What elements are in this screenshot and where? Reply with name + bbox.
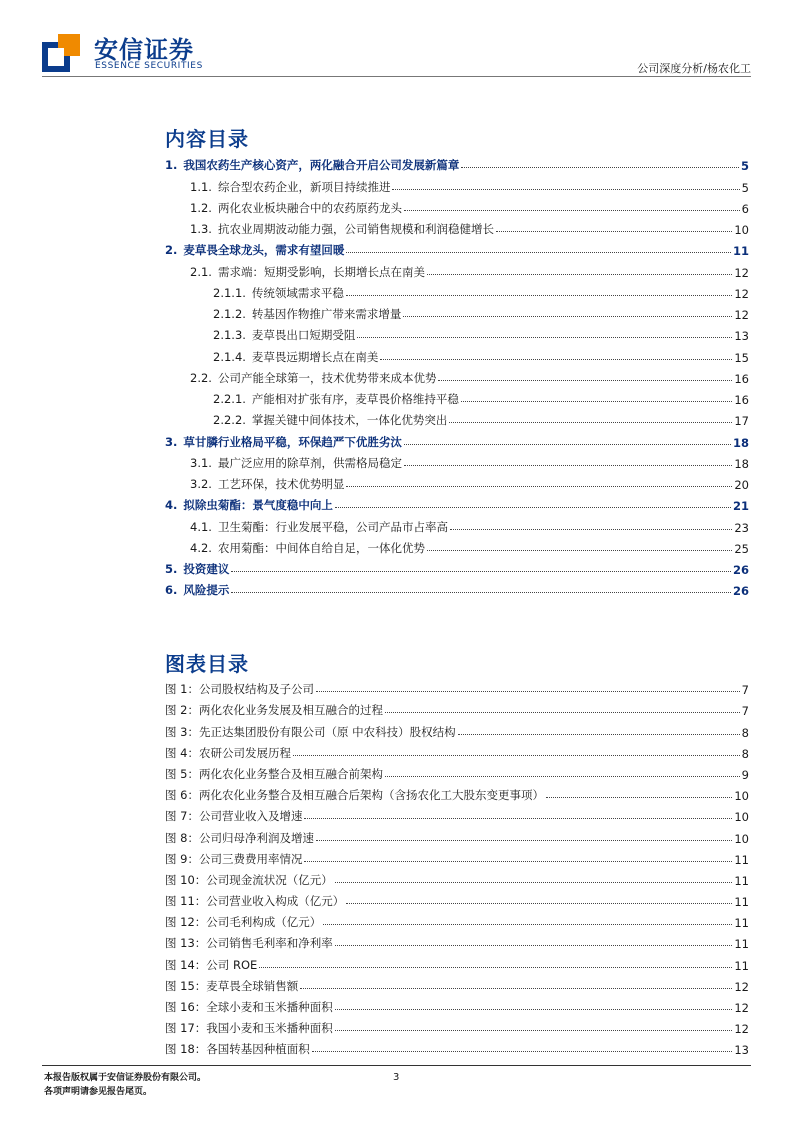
toc-leader-dots xyxy=(449,422,732,423)
figure-entry[interactable] xyxy=(165,803,749,824)
toc-entry-title: 卫生菊酯：行业发展平稳，公司产品市占率高 xyxy=(217,519,448,534)
figure-entry[interactable] xyxy=(165,909,749,930)
toc-entry-page: 11 xyxy=(732,244,749,259)
toc-entry[interactable] xyxy=(165,237,749,258)
toc-entry-label xyxy=(165,455,402,471)
toc-entry-title: 我国农药生产核心资产，两化融合开启公司发展新篇章 xyxy=(183,158,460,173)
toc-entry-number: 5. xyxy=(165,562,178,576)
toc-entry-number: 2.2.2. xyxy=(213,413,246,428)
brand-name-cn: 安信证券 xyxy=(94,36,194,64)
toc-entry-page: 16 xyxy=(734,371,749,386)
figure-entry-title: 两化农化业务发展及相互融合的过程 xyxy=(198,703,383,718)
toc-leader-dots xyxy=(346,486,732,487)
toc-entry[interactable] xyxy=(165,577,749,598)
toc-entry-number: 1.2. xyxy=(190,200,212,215)
figure-entry[interactable] xyxy=(165,994,749,1015)
toc-entry-title: 麦草畏全球龙头，需求有望回暖 xyxy=(183,243,345,258)
toc-entry-number: 2.1. xyxy=(190,264,212,279)
figure-entry-number: 图 18： xyxy=(165,1042,207,1057)
toc-entry-title: 两化农业板块融合中的农药原药龙头 xyxy=(217,200,402,215)
toc-entry-number: 4. xyxy=(165,498,178,513)
toc-entry-number: 4.2. xyxy=(190,540,212,555)
toc-entry-title: 综合型农药企业，新项目持续推进 xyxy=(217,179,391,194)
toc-leader-dots xyxy=(427,274,732,275)
toc-entry[interactable] xyxy=(165,152,749,173)
toc-entry[interactable] xyxy=(165,513,749,534)
figure-leader-dots xyxy=(316,840,732,841)
toc-entry-label xyxy=(165,221,494,237)
brand-name-en: ESSENCE SECURITIES xyxy=(95,61,203,71)
toc-entry-label xyxy=(165,412,447,428)
figure-entry-number: 图 6： xyxy=(165,788,199,803)
toc-entry-number: 6. xyxy=(165,583,178,598)
figure-entry-page: 11 xyxy=(734,852,749,867)
toc-entry-title: 草甘膦行业格局平稳，环保趋严下优胜劣汰 xyxy=(183,434,402,449)
toc-entry-page: 21 xyxy=(732,499,749,514)
toc-entry-title: 掌握关键中间体技术，一体化优势突出 xyxy=(251,413,448,428)
toc-entry-label xyxy=(165,242,344,258)
footer-line-1: 本报告版权属于安信证券股份有限公司。 xyxy=(44,1073,207,1083)
toc-leader-dots xyxy=(231,571,731,572)
figures-list xyxy=(165,676,749,1057)
toc-entry-label xyxy=(165,434,402,450)
footer-line-2: 各项声明请参见报告尾页。 xyxy=(44,1087,153,1097)
toc-entry-label xyxy=(165,519,448,535)
toc-entry-number: 4.1. xyxy=(190,519,212,534)
toc-entry-label xyxy=(165,349,378,365)
toc-entry-page: 6 xyxy=(741,201,749,216)
toc-entry-number: 1.1. xyxy=(190,179,212,194)
figure-entry-title: 公司毛利构成（亿元） xyxy=(206,915,322,930)
company-logo xyxy=(42,26,202,76)
toc-entry-title: 工艺环保，技术优势明显 xyxy=(217,477,345,491)
toc-entry[interactable] xyxy=(165,535,749,556)
figure-leader-dots xyxy=(316,691,740,692)
figure-entry-title: 农研公司发展历程 xyxy=(198,745,291,760)
figure-leader-dots xyxy=(335,882,733,883)
figure-entry-number: 图 16： xyxy=(165,1000,207,1014)
toc-entry-label xyxy=(165,540,425,556)
toc-entry-number: 3. xyxy=(165,434,178,449)
figure-entry[interactable] xyxy=(165,718,749,739)
toc-leader-dots xyxy=(496,231,732,232)
toc-entry-page: 12 xyxy=(734,286,749,301)
toc-entry-title: 麦草畏出口短期受阻 xyxy=(251,328,356,343)
toc-leader-dots xyxy=(231,592,731,593)
figure-entry-page: 8 xyxy=(741,725,749,740)
figure-entry-label xyxy=(165,999,333,1015)
figure-entry[interactable] xyxy=(165,951,749,972)
report-type: 公司深度分析/杨农化工 xyxy=(637,62,751,75)
figure-entry-title: 公司 ROE xyxy=(206,957,258,972)
figure-entry-label xyxy=(165,702,383,718)
figure-leader-dots xyxy=(385,712,740,713)
figure-entry-label xyxy=(165,745,291,761)
figure-entry-title: 公司股权结构及子公司 xyxy=(198,682,314,697)
figure-entry-page: 11 xyxy=(734,937,749,952)
figure-entry-number: 图 9： xyxy=(165,851,199,866)
figure-entry-number: 图 14： xyxy=(165,957,207,972)
toc-entry-page: 13 xyxy=(734,329,749,344)
figure-leader-dots xyxy=(346,903,732,904)
toc-entry-label xyxy=(165,285,344,301)
toc-entry-page: 10 xyxy=(734,223,749,237)
toc-entry[interactable] xyxy=(165,386,749,407)
toc-entry-page: 18 xyxy=(732,435,749,450)
toc-entry-title: 麦草畏远期增长点在南美 xyxy=(251,349,379,364)
toc-entry-label xyxy=(165,476,344,492)
toc-entry-label xyxy=(165,200,402,216)
figure-leader-dots xyxy=(259,967,732,968)
toc-leader-dots xyxy=(404,444,731,445)
figure-leader-dots xyxy=(546,797,732,798)
toc-entry-page: 16 xyxy=(734,393,749,407)
figure-leader-dots xyxy=(300,988,732,989)
toc-entry[interactable] xyxy=(165,216,749,237)
toc-entry-page: 17 xyxy=(734,414,749,429)
figure-entry-label xyxy=(165,724,456,740)
figure-leader-dots xyxy=(304,861,732,862)
toc-entry-label xyxy=(165,157,459,173)
toc-entry-title: 农用菊酯：中间体自给自足，一体化优势 xyxy=(217,540,425,555)
figure-entry-number: 图 11： xyxy=(165,894,207,909)
toc-entry[interactable] xyxy=(165,450,749,471)
toc-entry[interactable] xyxy=(165,428,749,449)
figure-leader-dots xyxy=(323,924,732,925)
toc-entry-label xyxy=(165,327,355,343)
figure-entry-label xyxy=(165,893,344,909)
toc-entry-number: 2.2. xyxy=(190,370,212,385)
toc-entry-page: 20 xyxy=(734,478,749,492)
toc-entry-title: 风险提示 xyxy=(183,583,230,598)
figure-entry-title: 公司三费费用率情况 xyxy=(198,851,303,866)
toc-entry-label xyxy=(165,306,401,322)
figure-entry-label xyxy=(165,1041,310,1057)
figure-leader-dots xyxy=(293,755,740,756)
toc-entry-page: 12 xyxy=(734,265,749,280)
figure-entry-label xyxy=(165,914,321,930)
toc-entry-title: 投资建议 xyxy=(183,562,230,576)
figure-entry[interactable] xyxy=(165,930,749,951)
figure-entry-title: 各国转基因种植面积 xyxy=(206,1042,310,1057)
figure-entry-label xyxy=(165,851,302,867)
figure-leader-dots xyxy=(385,776,740,777)
figure-entry-label xyxy=(165,1020,333,1036)
figure-entry-page: 11 xyxy=(734,958,749,973)
toc-entry-page: 12 xyxy=(734,308,749,322)
toc-leader-dots xyxy=(404,210,740,211)
figure-entry-label xyxy=(165,957,257,973)
figure-entry-number: 图 1： xyxy=(165,682,199,697)
figure-entry-page: 11 xyxy=(734,895,749,910)
page-number: 3 xyxy=(393,1072,400,1083)
figure-entry-page: 13 xyxy=(734,1043,749,1058)
figure-entry-page: 10 xyxy=(734,831,749,846)
toc-entry-title: 传统领域需求平稳 xyxy=(251,285,344,300)
toc-leader-dots xyxy=(392,189,739,190)
figure-entry-title: 公司营业收入及增速 xyxy=(198,809,303,824)
toc-entry-page: 5 xyxy=(740,159,749,174)
figure-entry[interactable] xyxy=(165,973,749,994)
toc-entry-number: 3.2. xyxy=(190,477,212,491)
toc-entry-label xyxy=(165,370,436,386)
figure-entry-label xyxy=(165,681,314,697)
figure-entry[interactable] xyxy=(165,676,749,697)
toc-entry-label xyxy=(165,264,425,280)
figure-entry-label xyxy=(165,872,333,888)
footer-disclaimer xyxy=(44,1071,206,1099)
toc-leader-dots xyxy=(461,167,739,168)
figure-entry-title: 先正达集团股份有限公司（原 中农科技）股权结构 xyxy=(198,724,456,739)
figure-entry-label xyxy=(165,766,383,782)
toc-entry[interactable] xyxy=(165,301,749,322)
toc-entry-page: 18 xyxy=(734,456,749,471)
toc-entry-title: 拟除虫菊酯：景气度稳中向上 xyxy=(183,498,333,513)
figure-entry[interactable] xyxy=(165,867,749,888)
figure-leader-dots xyxy=(304,818,732,819)
toc-entry-number: 1.3. xyxy=(190,222,212,236)
figure-entry-page: 8 xyxy=(741,746,749,761)
figure-entry-label xyxy=(165,830,314,846)
figure-entry-number: 图 3： xyxy=(165,724,199,739)
figure-entry-number: 图 7： xyxy=(165,809,199,824)
figure-entry-label xyxy=(165,808,302,824)
figure-entry-title: 公司现金流状况（亿元） xyxy=(206,872,333,887)
figure-leader-dots xyxy=(335,1030,733,1031)
toc-entry[interactable] xyxy=(165,322,749,343)
toc-leader-dots xyxy=(346,295,732,296)
toc-entry-title: 抗农业周期波动能力强，公司销售规模和利润稳健增长 xyxy=(217,222,494,236)
toc-entry-label xyxy=(165,582,229,598)
toc-entry-page: 25 xyxy=(734,541,749,556)
toc-entry[interactable] xyxy=(165,195,749,216)
figure-entry-page: 10 xyxy=(734,810,749,825)
header-divider xyxy=(42,76,751,77)
figure-entry[interactable] xyxy=(165,824,749,845)
toc-leader-dots xyxy=(438,380,732,381)
toc-entry[interactable] xyxy=(165,173,749,194)
toc-entry-page: 15 xyxy=(734,350,749,365)
toc-entry-label xyxy=(165,561,229,577)
toc-entry-number: 3.1. xyxy=(190,455,212,470)
footer-divider xyxy=(42,1065,751,1066)
toc-entry[interactable] xyxy=(165,407,749,428)
toc-entry-label xyxy=(165,179,390,195)
figure-entry-page: 7 xyxy=(741,683,749,698)
toc-entry[interactable] xyxy=(165,556,749,577)
toc-leader-dots xyxy=(404,465,732,466)
figure-entry-page: 12 xyxy=(734,1001,749,1015)
figure-entry-page: 12 xyxy=(734,979,749,994)
figure-entry-page: 12 xyxy=(734,1022,749,1037)
toc-entry-title: 最广泛应用的除草剂，供需格局稳定 xyxy=(217,455,402,470)
figure-entry-number: 图 5： xyxy=(165,766,199,781)
figure-entry-number: 图 13： xyxy=(165,936,207,951)
toc-entry-title: 产能相对扩张有序，麦草畏价格维持平稳 xyxy=(251,392,459,406)
figure-entry[interactable] xyxy=(165,1036,749,1057)
toc-entry[interactable] xyxy=(165,258,749,279)
figure-leader-dots xyxy=(458,734,740,735)
toc-leader-dots xyxy=(427,550,732,551)
figure-entry[interactable] xyxy=(165,782,749,803)
figure-entry-number: 图 17： xyxy=(165,1021,207,1036)
toc-leader-dots xyxy=(335,507,731,508)
figure-entry-number: 图 2： xyxy=(165,703,199,718)
figure-entry-page: 11 xyxy=(734,916,749,931)
figure-entry-number: 图 4： xyxy=(165,745,199,760)
toc-entry-page: 26 xyxy=(732,584,749,599)
figure-entry-label xyxy=(165,978,298,994)
figure-entry-title: 公司销售毛利率和净利率 xyxy=(206,936,333,951)
toc-leader-dots xyxy=(357,337,732,338)
figure-entry-number: 图 15： xyxy=(165,978,207,993)
figure-entry-number: 图 8： xyxy=(165,830,199,845)
toc-list xyxy=(165,152,749,598)
figure-leader-dots xyxy=(335,945,733,946)
toc-leader-dots xyxy=(380,359,732,360)
figure-entry-page: 10 xyxy=(734,789,749,804)
figure-entry-title: 公司营业收入构成（亿元） xyxy=(206,894,345,909)
figure-entry-label xyxy=(165,935,333,951)
toc-entry[interactable] xyxy=(165,343,749,364)
toc-entry-page: 23 xyxy=(734,520,749,535)
figure-entry-title: 公司归母净利润及增速 xyxy=(198,830,314,845)
toc-entry-number: 1. xyxy=(165,158,178,173)
figure-entry[interactable] xyxy=(165,1015,749,1036)
figure-entry-page: 9 xyxy=(741,767,749,782)
figure-entry[interactable] xyxy=(165,697,749,718)
toc-entry-number: 2.1.2. xyxy=(213,307,246,321)
toc-entry-number: 2.1.4. xyxy=(213,349,246,364)
figure-entry[interactable] xyxy=(165,740,749,761)
figure-entry-title: 麦草畏全球销售额 xyxy=(206,978,299,993)
figure-entry-label xyxy=(165,787,544,803)
toc-entry-title: 需求端：短期受影响，长期增长点在南美 xyxy=(217,264,425,279)
figure-entry-title: 两化农化业务整合及相互融合前架构 xyxy=(198,766,383,781)
figure-leader-dots xyxy=(335,1009,733,1010)
figure-entry[interactable] xyxy=(165,846,749,867)
figure-entry-number: 图 12： xyxy=(165,915,207,930)
toc-entry[interactable] xyxy=(165,280,749,301)
figures-title: 图表目录 xyxy=(165,652,249,676)
figure-entry-title: 全球小麦和玉米播种面积 xyxy=(206,1000,333,1014)
logo-mark-icon xyxy=(42,34,82,74)
toc-title: 内容目录 xyxy=(165,127,249,151)
toc-entry-page: 5 xyxy=(741,180,749,195)
toc-entry-number: 2.2.1. xyxy=(213,392,246,406)
toc-entry-page: 26 xyxy=(732,563,749,577)
toc-leader-dots xyxy=(461,401,732,402)
toc-entry-title: 公司产能全球第一，技术优势带来成本优势 xyxy=(217,370,437,385)
toc-entry-number: 2. xyxy=(165,243,178,258)
toc-leader-dots xyxy=(403,316,732,317)
toc-entry-number: 2.1.3. xyxy=(213,328,246,343)
figure-entry-title: 两化农化业务整合及相互融合后架构（含扬农化工大股东变更事项） xyxy=(198,788,544,803)
figure-entry-title: 我国小麦和玉米播种面积 xyxy=(206,1021,333,1036)
toc-entry-number: 2.1.1. xyxy=(213,285,246,300)
figure-leader-dots xyxy=(312,1051,733,1052)
toc-leader-dots xyxy=(346,252,731,253)
figure-entry[interactable] xyxy=(165,888,749,909)
toc-entry-label xyxy=(165,391,459,407)
figure-entry-page: 7 xyxy=(741,704,749,719)
figure-entry-number: 图 10： xyxy=(165,872,207,887)
toc-leader-dots xyxy=(450,529,732,530)
figure-entry-page: 11 xyxy=(734,873,749,888)
figure-entry[interactable] xyxy=(165,761,749,782)
toc-entry-label xyxy=(165,497,333,513)
toc-entry[interactable] xyxy=(165,365,749,386)
toc-entry[interactable] xyxy=(165,492,749,513)
toc-entry-title: 转基因作物推广带来需求增量 xyxy=(251,307,402,321)
toc-entry[interactable] xyxy=(165,471,749,492)
